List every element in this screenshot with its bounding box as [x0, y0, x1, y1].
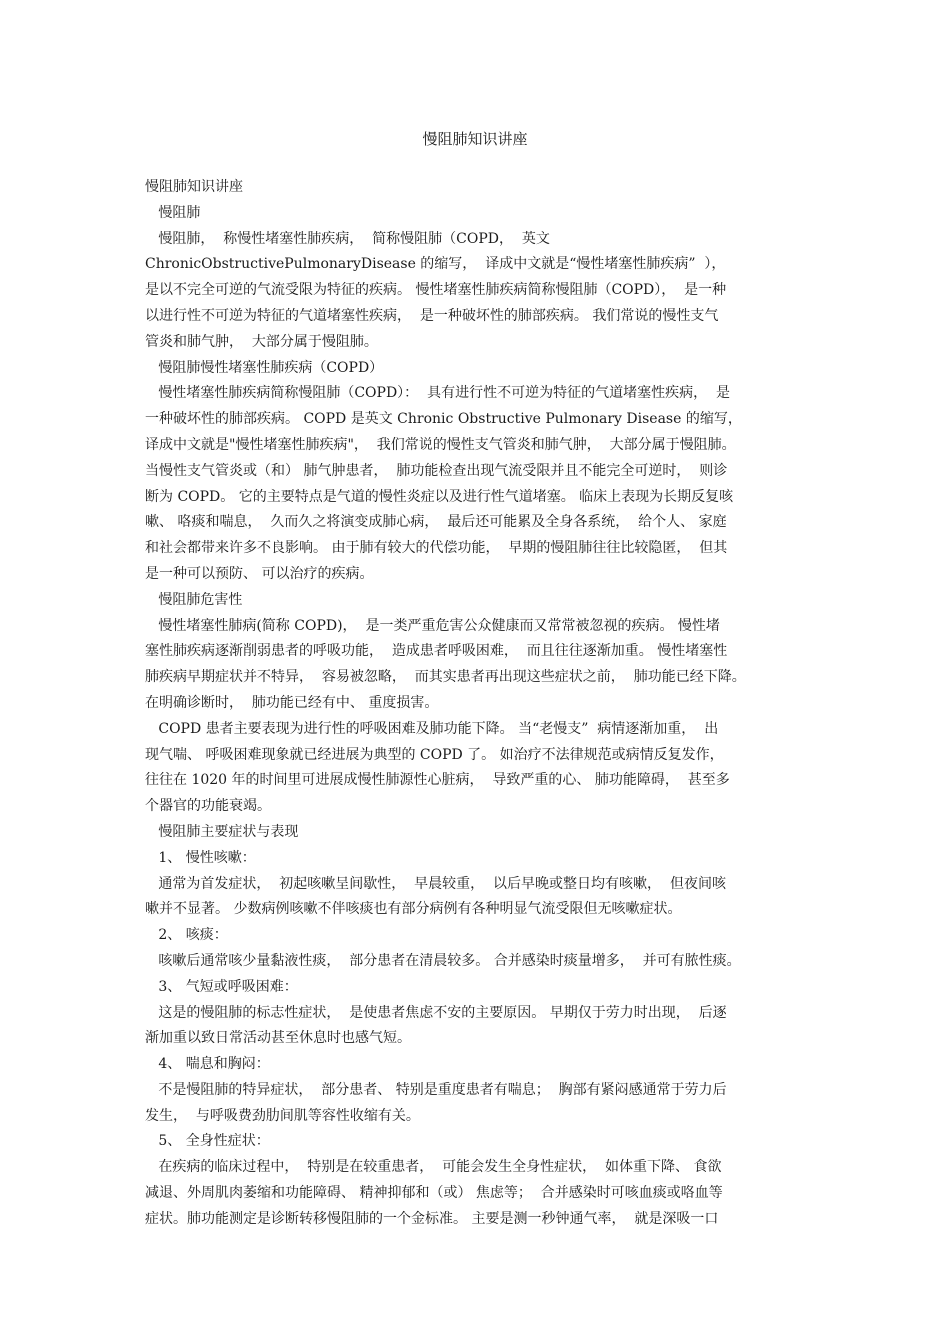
text-line: 通常为首发症状， 初起咳嗽呈间歇性， 早晨较重， 以后早晚或整日均有咳嗽， 但夜间咳: [145, 875, 726, 892]
text-line: 是以不完全可逆的气流受限为特征的疾病。 慢性堵塞性肺疾病简称慢阻肺（COPD）， 是一种: [145, 282, 727, 299]
text-line: 现气喘、 呼吸困难现象就已经进展为典型的 COPD 了。 如治疗不法律规范或病情反复发作，: [145, 746, 724, 763]
text-line: 当慢性支气管炎或（和） 肺气肿患者， 肺功能检查出现气流受限并且不能完全可逆时， 则诊: [145, 462, 728, 479]
text-line: 以进行性不可逆为特征的气道堵塞性疾病， 是一种破坏性的肺部疾病。 我们常说的慢性支气: [145, 307, 719, 324]
document-title: 慢阻肺知识讲座: [422, 130, 528, 148]
text-line: 慢阻肺危害性: [145, 591, 243, 608]
document-body: [145, 175, 825, 1233]
text-line: 症状。肺功能测定是诊断转移慢阻肺的一个金标准。 主要是测一秒钟通气率， 就是深吸一口: [145, 1210, 719, 1227]
text-line: 咳嗽后通常咳少量黏液性痰， 部分患者在清晨较多。 合并感染时痰量增多， 并可有脓性痰。: [145, 952, 741, 969]
text-line: 译成中文就是"慢性堵塞性肺疾病"， 我们常说的慢性支气管炎和肺气肿， 大部分属于慢阻肺。: [145, 436, 736, 453]
text-line: 不是慢阻肺的特异症状， 部分患者、 特别是重度患者有喘息； 胸部有紧闷感通常于劳力后: [145, 1081, 727, 1098]
text-line: 在明确诊断时， 肺功能已经有中、 重度损害。: [145, 694, 439, 711]
text-line: 塞性肺疾病逐渐削弱患者的呼吸功能， 造成患者呼吸困难， 而且往往逐渐加重。 慢性堵塞性: [145, 643, 728, 660]
text-line: 3、 气短或呼吸困难：: [145, 978, 298, 995]
text-line: 4、 喘息和胸闷：: [145, 1056, 270, 1073]
text-line: 慢阻肺慢性堵塞性肺疾病（COPD）: [145, 359, 384, 376]
text-line: 管炎和肺气肿， 大部分属于慢阻肺。: [145, 333, 378, 350]
text-line: 慢阻肺主要症状与表现: [145, 823, 299, 840]
text-line: 往往在 1020 年的时间里可进展成慢性肺源性心脏病， 导致严重的心、 肺功能障碍， 甚至多: [145, 772, 730, 789]
text-line: 肺疾病早期症状并不特异， 容易被忽略， 而其实患者再出现这些症状之前， 肺功能已经下降。: [145, 669, 746, 686]
text-line: 渐加重以致日常活动甚至休息时也感气短。: [145, 1030, 411, 1047]
text-line: 慢阻肺知识讲座: [145, 179, 243, 195]
text-line: 慢阻肺， 称慢性堵塞性肺疾病， 简称慢阻肺（COPD， 英文: [145, 230, 550, 247]
text-line: 个器官的功能衰竭。: [145, 798, 271, 815]
text-line: 慢阻肺: [145, 204, 201, 221]
text-line: COPD 患者主要表现为进行性的呼吸困难及肺功能下降。 当“老慢支” 病情逐渐加重， 出: [145, 720, 719, 737]
text-line: 5、 全身性症状：: [145, 1133, 270, 1150]
text-line: 减退、外周肌肉萎缩和功能障碍、 精神抑郁和（或） 焦虑等； 合并感染时可咳血痰或咯血等: [145, 1185, 723, 1202]
text-line: ChronicObstructivePulmonaryDisease 的缩写， 译成中文就是“慢性堵塞性肺疾病” ），: [145, 256, 726, 273]
text-line: 和社会都带来许多不良影响。 由于肺有较大的代偿功能， 早期的慢阻肺往往比较隐匿， 但其: [145, 540, 728, 557]
text-line: 是一种可以预防、 可以治疗的疾病。: [145, 565, 374, 582]
text-line: 一种破坏性的肺部疾病。 COPD 是英文 Chronic Obstructive Pulmonary Disease 的缩写，: [145, 411, 742, 428]
text-line: 嗽、 咯痰和喘息， 久而久之将演变成肺心病， 最后还可能累及全身各系统， 给个人、 家庭: [145, 514, 727, 531]
text-line: 嗽并不显著。 少数病例咳嗽不伴咳痰也有部分病例有各种明显气流受限但无咳嗽症状。: [145, 901, 682, 918]
text-line: 2、 咳痰：: [145, 927, 228, 944]
text-line: 在疾病的临床过程中， 特别是在较重患者， 可能会发生全身性症状， 如体重下降、 食欲: [145, 1159, 722, 1176]
text-line: 慢性堵塞性肺病(简称 COPD)， 是一类严重危害公众健康而又常常被忽视的疾病。 慢性堵: [145, 617, 720, 634]
text-line: 1、 慢性咳嗽：: [145, 849, 256, 866]
text-line: 这是的慢阻肺的标志性症状， 是使患者焦虑不安的主要原因。 早期仅于劳力时出现， 后逐: [145, 1004, 727, 1021]
text-line: 慢性堵塞性肺疾病简称慢阻肺（COPD）： 具有进行性不可逆为特征的气道堵塞性疾病， 是: [145, 385, 730, 402]
text-line: 发生， 与呼吸费劲肋间肌等容性收缩有关。: [145, 1107, 420, 1124]
text-line: 断为 COPD。 它的主要特点是气道的慢性炎症以及进行性气道堵塞。 临床上表现为长期反复咳: [145, 488, 734, 505]
